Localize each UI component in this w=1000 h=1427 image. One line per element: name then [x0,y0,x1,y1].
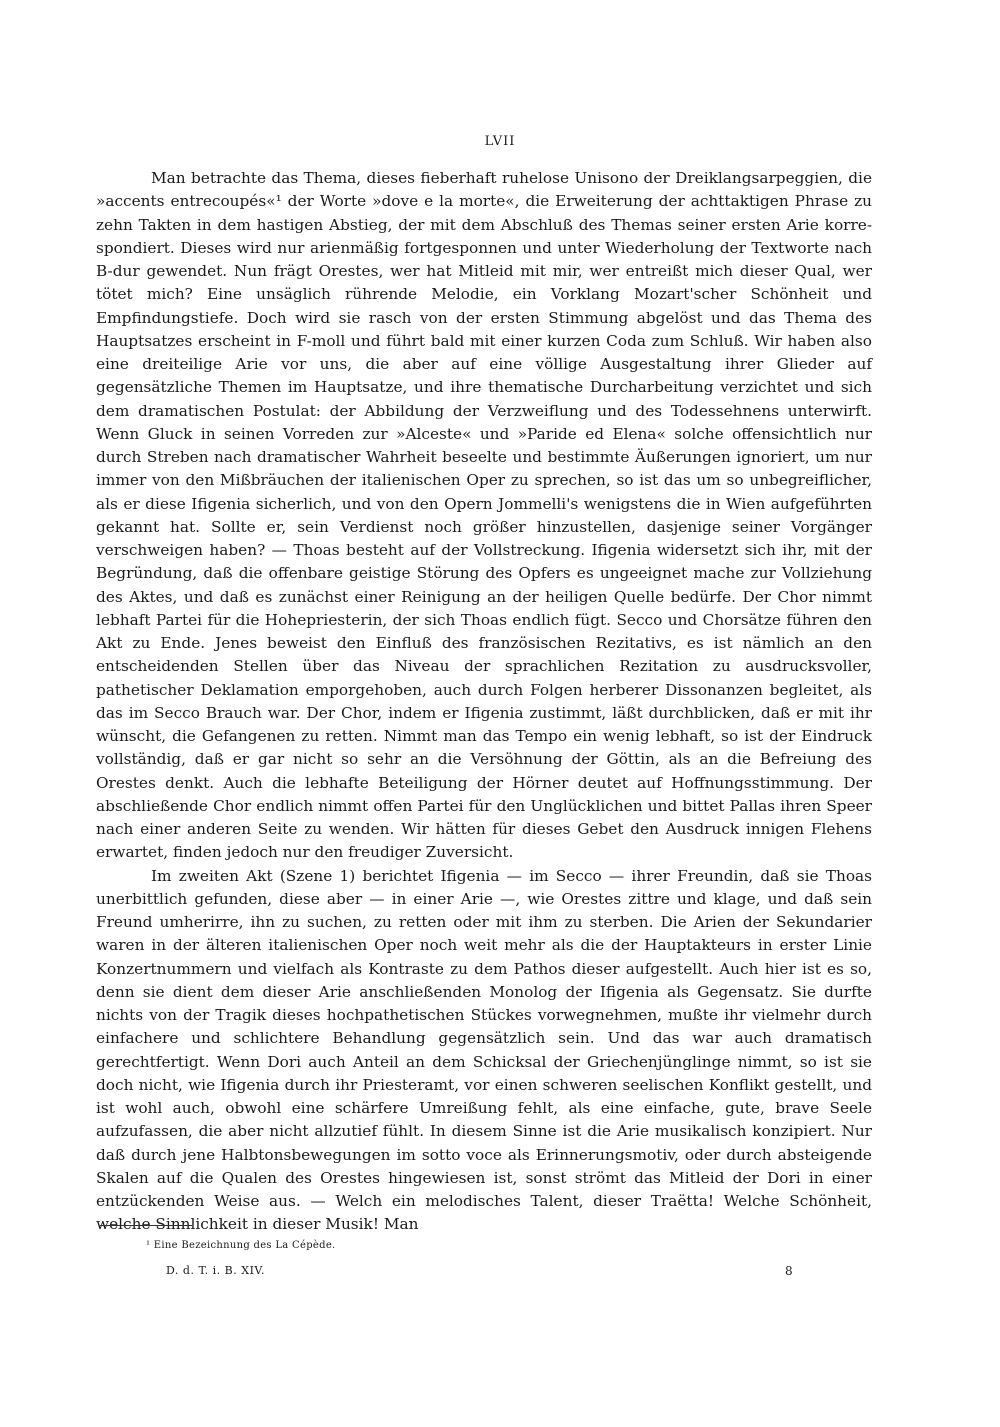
paragraph-2: Im zweiten Akt (Szene 1) berichtet Ifigenia — im Secco — ihrer Freundin, daß sie Thoas unerbittlich gefunden, diese aber — in einer Arie —, wie Orestes zittre und klage, und daß sein Freund umherirre, ihn zu suchen, zu retten oder mit ihm zu sterben. Die Arien der Sekundarier waren in der älteren italienischen Oper noch weit mehr als die der Hauptakteurs in erster Linie Konzertnummern und vielfach als Kontraste zu dem Pathos dieser aufgestellt. Auch hier ist es so, denn sie dient dem dieser Arie anschließenden Monolog der Ifigenia als Gegensatz. Sie durfte nichts von der Tragik dieses hochpathetischen Stückes vorwegnehmen, mußte ihr vielmehr durch einfachere und schlichtere Behandlung gegensätzlich sein. Und das war auch dramatisch gerechtfertigt. Wenn Dori auch Anteil an dem Schicksal der Griechenjünglinge nimmt, so ist sie doch nicht, wie Ifigenia durch ihr Priesteramt, vor einen schweren seelischen Konflikt gestellt, und ist wohl auch, obwohl eine schärfere Umreißung fehlt, als eine einfache, gute, brave Seele aufzufassen, die aber nicht allzutief fühlt. In diesem Sinne ist die Arie musikalisch konzipiert. Nur daß durch jene Halbtonsbewegungen im sotto voce als Erinnerungsmotiv, oder durch absteigende Skalen auf die Qualen des Orestes hingewiesen ist, sonst strömt das Mitleid der Dori in einer entzückenden Weise aus. — Welch ein melodisches Talent, dieser Traëtta! Welche Schönheit, welche Sinnlichkeit in dieser Musik! Man [96,866,872,1234]
paragraph-1: Man betrachte das Thema, dieses fieberhaft ruhelose Unisono der Dreiklangsarpeggien, die »accents entrecoupés«¹ der Worte »dove e la morte«, die Erweiterung der achttaktigen Phrase zu zehn Takten in dem hastigen Abstieg, der mit dem Abschluß des Themas seiner ersten Arie korrespondiert. Dieses wird nur arienmäßig fortgesponnen und unter Wiederholung der Textworte nach B-dur gewendet. Nun frägt Orestes, wer hat Mitleid mit mir, wer entreißt mich dieser Qual, wer tötet mich? Eine unsäglich rührende Melodie, ein Vorklang Mozart'scher Schönheit und Empfindungstiefe. Doch wird sie rasch von der ersten Stimmung abgelöst und das Thema des Hauptsatzes erscheint in F-moll und führt bald mit einer kurzen Coda zum Schluß. Wir haben also eine dreiteilige Arie vor uns, die aber auf eine völlige Ausgestaltung ihrer Glieder auf gegensätzliche Themen im Hauptsatze, und ihre thematische Durcharbeitung verzichtet und sich dem dramatischen Postulat: der Abbildung der Verzweiflung und des Todessehnens unterwirft. Wenn Gluck in seinen Vorreden zur »Alceste« und »Paride ed Elena« solche offensichtlich nur durch Streben nach dramatischer Wahrheit beseelte und bestimmte Äußerungen ignoriert, um nur immer von den Mißbräuchen der italienischen Oper zu sprechen, so ist das um so unbegreiflicher, als er diese Ifigenia sicherlich, und von den Opern Jommelli's wenigstens die in Wien aufgeführten gekannt hat. Sollte er, sein Verdienst noch größer hinzustellen, dasjenige seiner Vorgänger verschweigen haben? — Thoas besteht auf der Vollstreckung. Ifigenia widersetzt sich ihr, mit der Begründung, daß die offenbare geistige Störung des Opfers es ungeeignet mache zur Vollziehung des Aktes, und daß es zunächst einer Reinigung an der heiligen Quelle bedürfe. Der Chor nimmt lebhaft Partei für die Hohepriesterin, der sich Thoas endlich fügt. Secco und Chorsätze führen den Akt zu Ende. Jenes beweist den Einfluß des französischen Rezitativs, es ist nämlich an den entscheidenden Stellen über das Niveau der sprachlichen Rezitation zu ausdrucksvoller, pathetischer Deklamation emporgehoben, auch durch Folgen herberer Dissonanzen begleitet, als das im Secco Brauch war. Der Chor, indem er Ifigenia zustimmt, läßt durchblicken, daß er mit ihr wünscht, die Gefangenen zu retten. Nimmt man das Tempo ein wenig lebhaft, so ist der Eindruck vollständig, daß er gar nicht so sehr an die Versöhnung der Göttin, als an die Befreiung des Orestes denkt. Auch die lebhafte Beteiligung der Hörner deutet auf Hoffnungsstimmung. Der abschließende Chor endlich nimmt offen Partei für den Unglücklichen und bittet Pallas ihren Speer nach einer anderen Seite zu wenden. Wir hätten für dieses Gebet den Ausdruck innigen Flehens erwartet, finden jedoch nur den freudiger Zuversicht. [96,169,872,862]
sheet-number: 8 [785,1264,793,1278]
footnote-divider [100,1225,192,1226]
body-text [96,167,872,1237]
volume-signature: D. d. T. i. B. XIV. [166,1264,265,1277]
footnote: ¹ Eine Bezeichnung des La Cépède. [146,1240,336,1251]
page-number: LVII [484,134,516,149]
